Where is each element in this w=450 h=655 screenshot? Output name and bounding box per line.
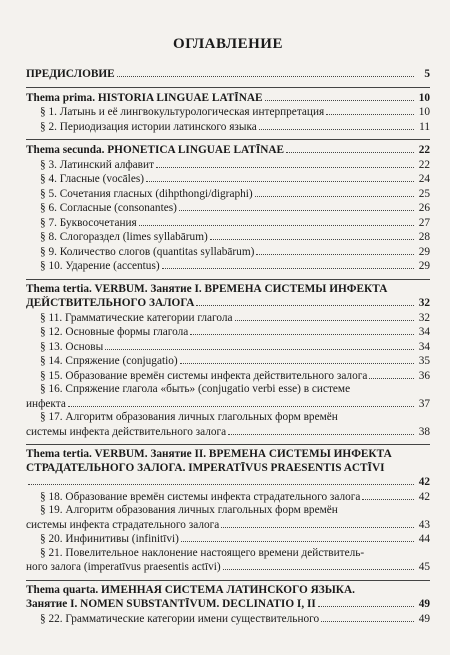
toc-entry: § 20. Инфинитивы (infinitīvi) 44 [40,533,430,545]
toc-entry: § 13. Основы 34 [40,340,430,353]
toc-entry: системы инфекта действительного залога 38 [26,425,430,438]
toc-entry: § 4. Гласные (vocāles) 24 [40,173,430,185]
toc-entry-line1: § 21. Повелительное наклонение настоящего времени действитель- [40,546,365,559]
toc-theme-3-line1: Thema tertia. VERBUM. Занятие I. ВРЕМЕНА СИСТЕМЫ ИНФЕКТА [26,282,388,295]
toc-theme-5: Занятие I. NOMEN SUBSTANTĪVUM. DECLINATIO I, II 49 [26,598,430,610]
divider [26,580,430,581]
toc-entry: § 22. Грамматические категории имени существительного 49 [40,612,430,625]
toc-theme-4-line1: Thema tertia. VERBUM. Занятие II. ВРЕМЕНА СИСТЕМЫ ИНФЕКТА [26,448,392,460]
toc-entry: инфекта 37 [26,397,430,410]
toc-entry: § 7. Буквосочетания 27 [40,216,430,229]
toc-preface: ПРЕДИСЛОВИЕ 5 [26,68,430,80]
toc-entry: § 2. Периодизация истории латинского языка 11 [40,120,430,133]
divider [26,444,430,445]
toc-theme-2: Thema secunda. PHONETICA LINGUAE LATĪNAE 22 [26,144,430,156]
toc-entry: § 5. Сочетания гласных (dihpthongi/digraphi) 25 [40,187,430,200]
divider [26,87,430,88]
toc-entry: § 6. Согласные (consonantes) 26 [40,202,430,214]
page-title: ОГЛАВЛЕНИЕ [173,36,283,52]
toc-entry: § 10. Ударение (accentus) 29 [40,260,430,272]
toc-theme-5-line1: Thema quarta. ИМЕННАЯ СИСТЕМА ЛАТИНСКОГО ЯЗЫКА. [26,583,355,596]
toc-entry-line1: § 17. Алгоритм образования личных глагольных форм времён [40,411,338,423]
toc-entry: § 1. Латынь и её лингвокультурологическая интерпретация 10 [40,106,430,118]
toc-entry: § 14. Спряжение (conjugatio) 35 [40,355,430,367]
toc-theme-4: 42 [26,475,430,490]
toc-entry: § 15. Образование времён системы инфекта действительного залога 36 [40,369,430,382]
toc-entry: ного залога (imperatīvus praesentis actīvi) 45 [26,561,430,573]
toc-entry: § 3. Латинский алфавит 22 [40,158,430,171]
toc-entry: § 9. Количество слогов (quantitas syllabārum) 29 [40,245,430,258]
toc-page [26,36,430,626]
toc-theme-1: Thema prima. HISTORIA LINGUAE LATĪNAE 10 [26,91,430,104]
toc-entry: § 18. Образование времён системы инфекта страдательного залога 42 [40,490,430,503]
toc-entry: системы инфекта страдательного залога 43 [26,518,430,531]
toc-entry-line1: § 19. Алгоритм образования личных глагольных форм времён [40,504,338,516]
toc-entry-line1: § 16. Спряжение глагола «быть» (conjugatio verbi esse) в системе [40,383,351,395]
toc-theme-3: ДЕЙСТВИТЕЛЬНОГО ЗАЛОГА 32 [26,297,430,309]
divider [26,279,430,280]
toc-theme-4-line2: СТРАДАТЕЛЬНОГО ЗАЛОГА. IMPERATĪVUS PRAESENTIS ACTĪVI [26,461,385,474]
toc-entry: § 11. Грамматические категории глагола 32 [40,311,430,324]
toc-entry: § 8. Слогораздел (limes syllabārum) 28 [40,231,430,243]
toc-entry: § 12. Основные формы глагола 34 [40,326,430,338]
divider [26,139,430,140]
